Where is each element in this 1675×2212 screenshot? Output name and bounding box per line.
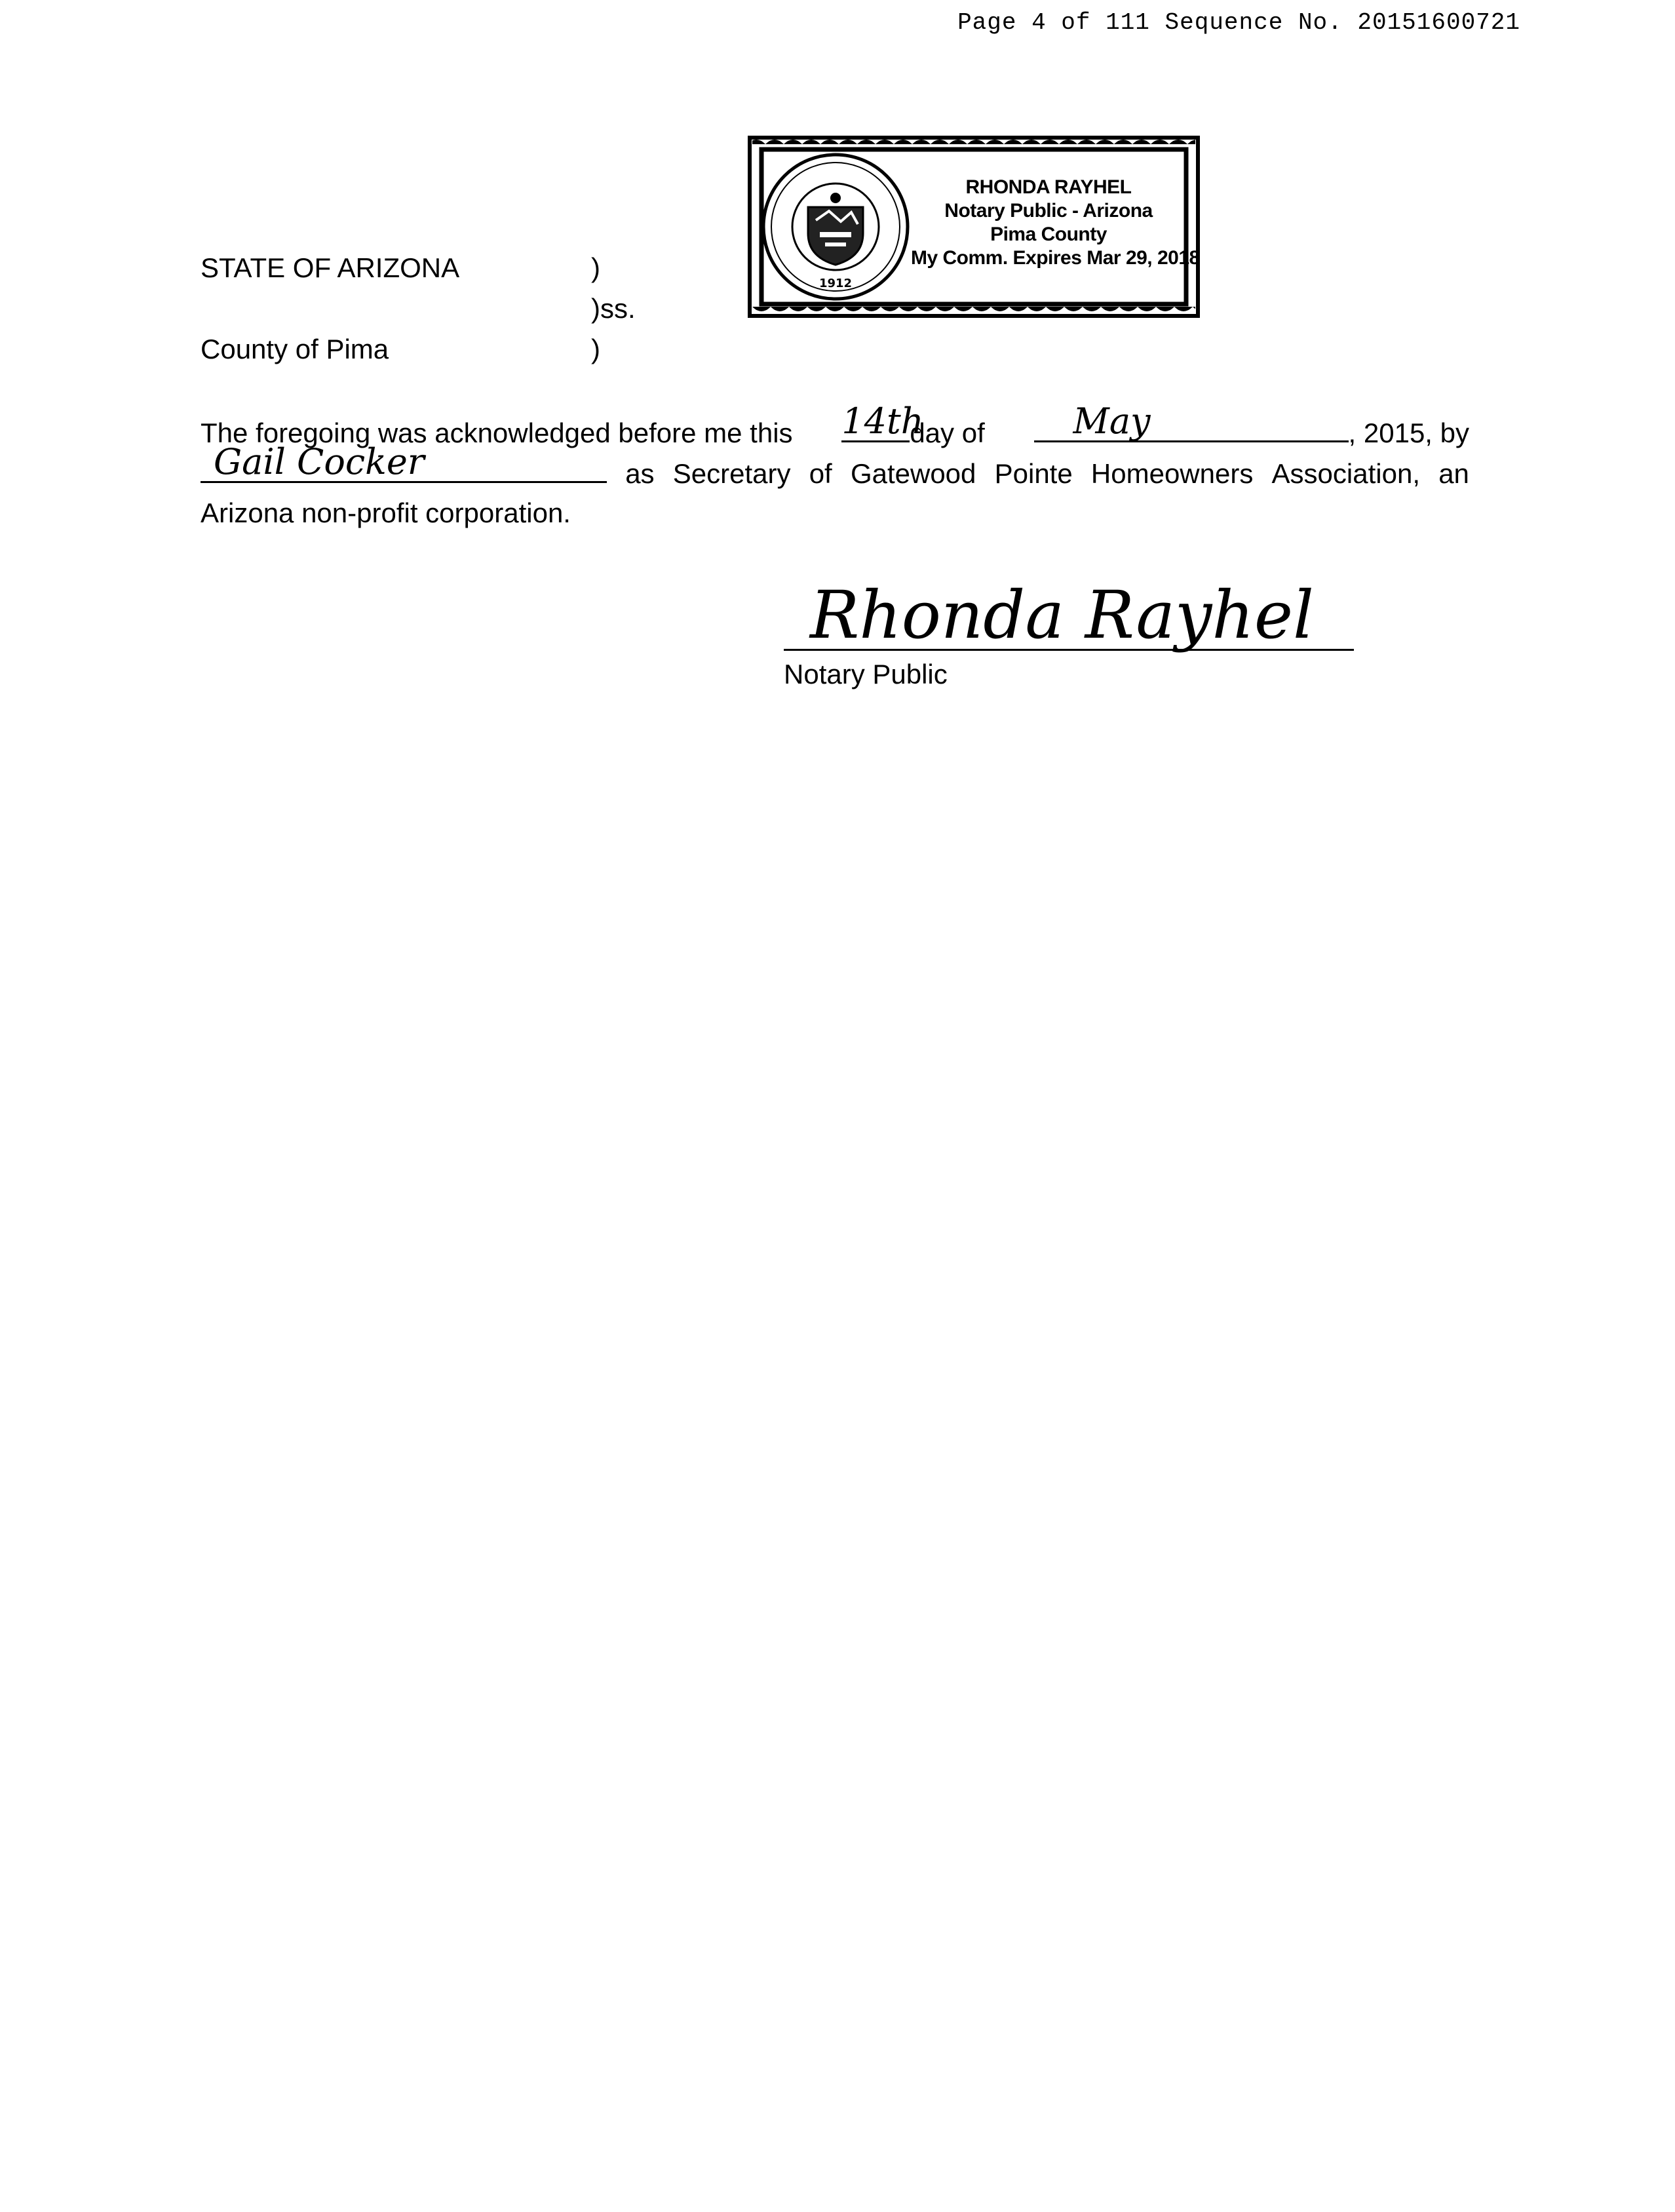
stamp-text-block (911, 176, 1200, 270)
ack-word: as (625, 458, 655, 489)
stamp-notary-name: RHONDA RAYHEL (965, 176, 1132, 198)
stamp-notary-title: Notary Public - Arizona (944, 200, 1153, 222)
notary-signature: Rhonda Rayhel (810, 577, 1314, 653)
acknowledgment-line-2 (201, 441, 1469, 494)
ack-intro-text: The foregoing was acknowledged before me this (201, 417, 793, 448)
ack-day-of-text: day of (910, 417, 985, 448)
ack-word: of (809, 458, 832, 489)
name-blank (201, 441, 607, 483)
month-blank (1034, 400, 1349, 442)
ack-word: Gatewood (850, 458, 976, 489)
venue-paren-close: ) (591, 334, 600, 364)
month-handwritten: May (1073, 400, 1151, 442)
ack-word: Pointe (994, 458, 1073, 489)
venue-county: County of Pima (201, 334, 389, 364)
notary-stamp (747, 135, 1201, 319)
ack-word: Homeowners (1090, 458, 1254, 489)
ack-word: Association, (1271, 458, 1420, 489)
venue-paren-ss: )ss. (591, 293, 636, 324)
ack-word: an (1438, 458, 1469, 489)
ack-word: Secretary (672, 458, 791, 489)
venue-paren-open: ) (591, 252, 600, 283)
acknowledgment-line-3: Arizona non-profit corporation. (201, 497, 571, 528)
ack-year-text: , 2015, by (1348, 417, 1469, 448)
state-seal-icon (763, 155, 908, 299)
day-blank (841, 400, 924, 442)
notary-public-label: Notary Public (784, 659, 948, 689)
stamp-commission-expiry: My Comm. Expires Mar 29, 2018 (911, 247, 1200, 269)
signature-line (784, 649, 1354, 651)
name-handwritten: Gail Cocker (214, 441, 425, 482)
page-sequence-header: Page 4 of 111 Sequence No. 20151600721 (957, 9, 1520, 36)
venue-state: STATE OF ARIZONA (201, 252, 460, 283)
day-handwritten: 14th (841, 400, 924, 442)
svg-text:1912: 1912 (818, 277, 853, 290)
stamp-county: Pima County (990, 223, 1107, 245)
